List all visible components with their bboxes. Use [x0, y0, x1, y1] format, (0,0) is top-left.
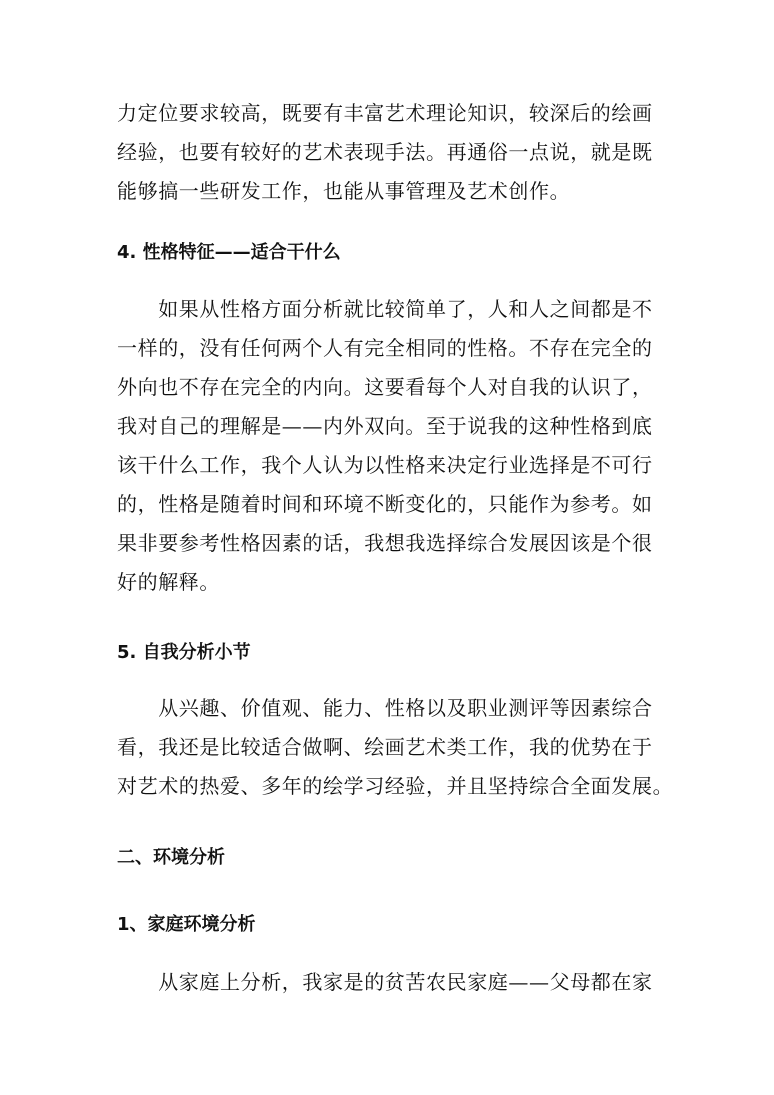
heading-personality — [117, 238, 662, 268]
section-heading: 4. 性格特征——适合干什么 — [117, 242, 341, 263]
paragraph-family-environment — [117, 963, 662, 1002]
paragraph-personality — [117, 290, 662, 602]
chapter-heading: 二、环境分析 — [117, 847, 225, 868]
paragraph-self-analysis-summary — [117, 689, 674, 806]
text-line: 好的解释。 — [117, 570, 220, 594]
text-line: 从兴趣、价值观、能力、性格以及职业测评等因素综合 — [117, 696, 653, 720]
text-line: 从家庭上分析，我家是的贫苦农民家庭——父母都在家 — [117, 970, 653, 994]
text-line: 外向也不存在完全的内向。这要看每个人对自我的认识了， — [117, 375, 653, 399]
heading-self-analysis-summary — [117, 638, 662, 668]
text-line: 我对自己的理解是——内外双向。至于说我的这种性格到底 — [117, 414, 653, 438]
section-heading: 5. 自我分析小节 — [117, 642, 251, 663]
text-line: 力定位要求较高，既要有丰富艺术理论知识，较深后的绘画 — [117, 101, 653, 125]
text-line: 一样的，没有任何两个人有完全相同的性格。不存在完全的 — [117, 336, 653, 360]
heading-environment-analysis — [117, 843, 662, 873]
text-line: 经验，也要有较好的艺术表现手法。再通俗一点说，就是既 — [117, 140, 653, 164]
text-line: 的，性格是随着时间和环境不断变化的，只能作为参考。如 — [117, 492, 653, 516]
text-line: 果非要参考性格因素的话，我想我选择综合发展因该是个很 — [117, 531, 653, 555]
text-line: 如果从性格方面分析就比较简单了，人和人之间都是不 — [117, 297, 653, 321]
text-line: 该干什么工作，我个人认为以性格来决定行业选择是不可行 — [117, 453, 653, 477]
text-line: 能够搞一些研发工作，也能从事管理及艺术创作。 — [117, 179, 571, 203]
text-line: 对艺术的热爱、多年的绘学习经验，并且坚持综合全面发展。 — [117, 774, 674, 798]
text-line: 看，我还是比较适合做啊、绘画艺术类工作，我的优势在于 — [117, 735, 653, 759]
paragraph-art-ability — [117, 94, 662, 211]
heading-family-environment — [117, 910, 662, 940]
sub-heading: 1、家庭环境分析 — [117, 914, 256, 935]
